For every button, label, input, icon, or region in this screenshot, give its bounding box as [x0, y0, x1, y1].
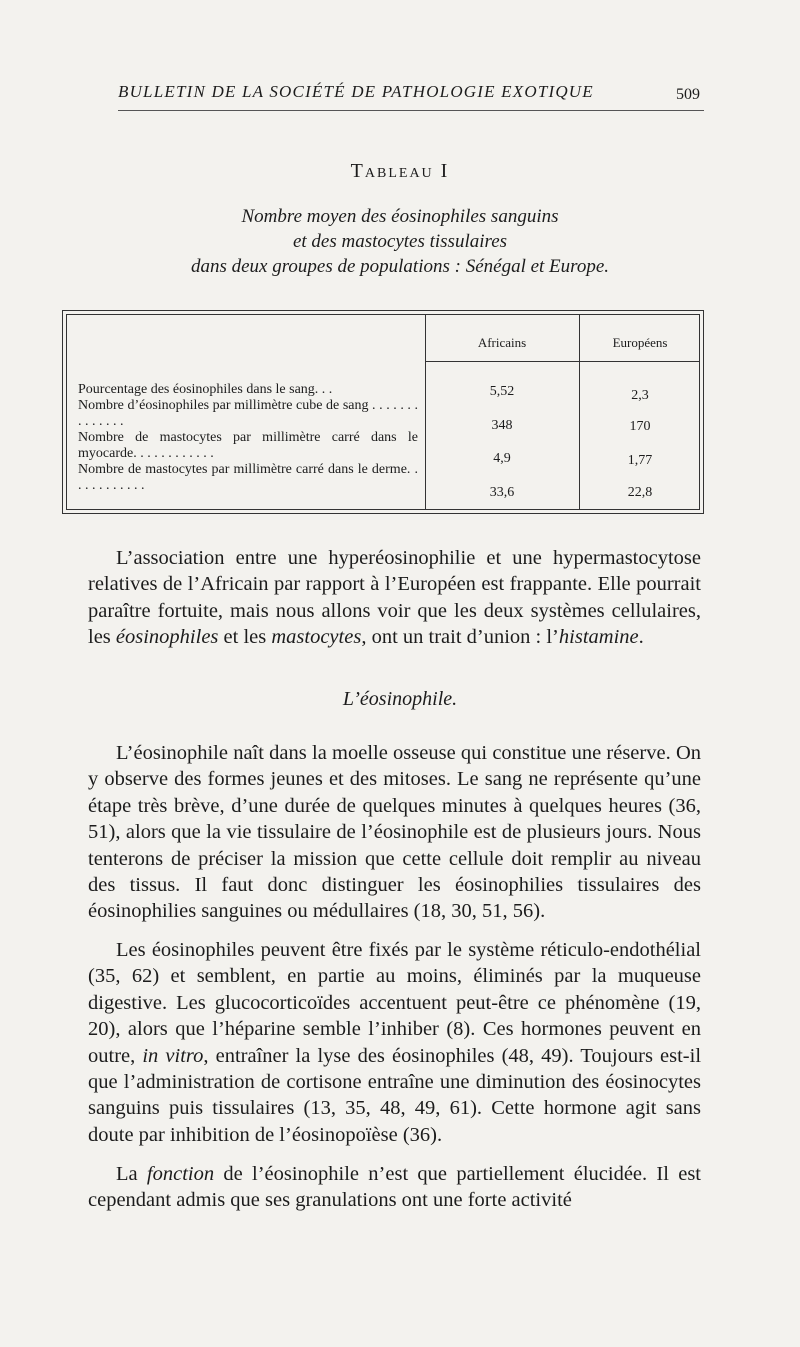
data-table: [62, 310, 704, 514]
paragraph-text: , entraîner la lyse des éosinophiles (48, 49). Toujours est-il que l’administration de cortisone entraîne une diminution des éosinocytes sanguins puis tissulaires (13, 35, 48, 49, 61). Cette hormone agit sans doute par inhibition de l’éosinopoïèse (36).: [88, 1044, 702, 1146]
paragraph-text: et les: [218, 626, 272, 649]
table-title: Tableau I: [350, 160, 450, 182]
emphasis: histamine: [558, 626, 639, 649]
row-label: Nombre de mastocytes par millimètre carré dans le myocarde. . . . . . . . . . . .: [78, 430, 418, 461]
row-label: Nombre d’éosinophiles par millimètre cube de sang . . . . . . . . . . . . . .: [78, 398, 418, 429]
table-inner-frame: [66, 314, 700, 510]
paragraph-origin: [88, 740, 701, 925]
caption-line: et des mastocytes tissulaires: [292, 231, 508, 252]
paragraph-text: L’éosinophile naît dans la moelle osseuse qui constitue une réserve. On y observe des formes jeunes et des mitoses. Le sang ne représente qu’une étape très brève, d’une durée de quelques minutes à quelques heures (36, 51), alors que la vie tissulaire de l’éosinophile est de plusieurs jours. Nous tenterons de préciser la mission que cette cellule doit remplir au niveau des tissus. Il faut donc distinguer les éosinophilies tissulaires des éosinophilies sanguines ou médullaires (18, 30, 51, 56).: [88, 742, 701, 923]
column-header-europeens: Européens: [612, 335, 668, 350]
paragraph-text: La: [116, 1163, 147, 1185]
table-caption: [60, 204, 740, 279]
paragraph-fixation: [88, 937, 701, 1148]
header-rule: [118, 110, 704, 111]
paragraph-text: L’association entre une hyperéosinophilie et une hypermastocytose relatives de l’Africain par rapport à l’Européen est frappante. Elle pourrait paraître fortuite, mais nous allons voir que les deux systèmes cellulaires, les: [88, 547, 701, 649]
emphasis: in vitro: [142, 1044, 204, 1067]
page-number: 509: [676, 86, 700, 103]
emphasis: éosinophiles: [115, 626, 219, 649]
row-label: Nombre de mastocytes par millimètre carré dans le derme. . . . . . . . . . . .: [78, 462, 418, 493]
value-africains: 33,6: [489, 485, 515, 500]
value-europeens: 22,8: [627, 485, 653, 500]
value-europeens: 1,77: [627, 453, 653, 468]
caption-line: dans deux groupes de populations : Sénégal et Europe.: [190, 256, 610, 277]
value-africains: 348: [491, 418, 513, 433]
paragraph-text: .: [638, 626, 644, 649]
paragraph-text: Les éosinophiles peuvent être fixés par le système réticulo-endothélial (35, 62) et semblent, en partie au moins, éliminés par la muqueuse digestive. Les glucocorticoïdes accentuent peut-être ce phénomène (19, 20), alors que l’héparine semble l’inhiber (8). Ces hormones peuvent en outre,: [88, 939, 701, 1067]
paragraph-function: [88, 1161, 701, 1214]
row-label: Pourcentage des éosinophiles dans le sang. . .: [78, 382, 333, 397]
value-africains: 4,9: [493, 451, 511, 466]
header-divider: [425, 361, 699, 362]
paragraph-text: de l’éosinophile n’est que partiellement élucidée. Il est cependant admis que ses granulations ont une forte activité: [88, 1163, 701, 1212]
value-europeens: 2,3: [631, 388, 649, 403]
column-header-africains: Africains: [477, 335, 527, 350]
section-title: L’éosinophile.: [342, 688, 458, 710]
value-europeens: 170: [629, 419, 651, 434]
running-header: BULLETIN DE LA SOCIÉTÉ DE PATHOLOGIE EXOTIQUE: [118, 82, 594, 101]
value-africains: 5,52: [489, 384, 515, 399]
emphasis: fonction: [146, 1163, 215, 1185]
emphasis: mastocytes: [271, 626, 362, 649]
paragraph-text: , ont un trait d’union : l’: [361, 626, 559, 649]
caption-line: Nombre moyen des éosinophiles sanguins: [241, 206, 559, 227]
paragraph-association: [88, 545, 701, 651]
